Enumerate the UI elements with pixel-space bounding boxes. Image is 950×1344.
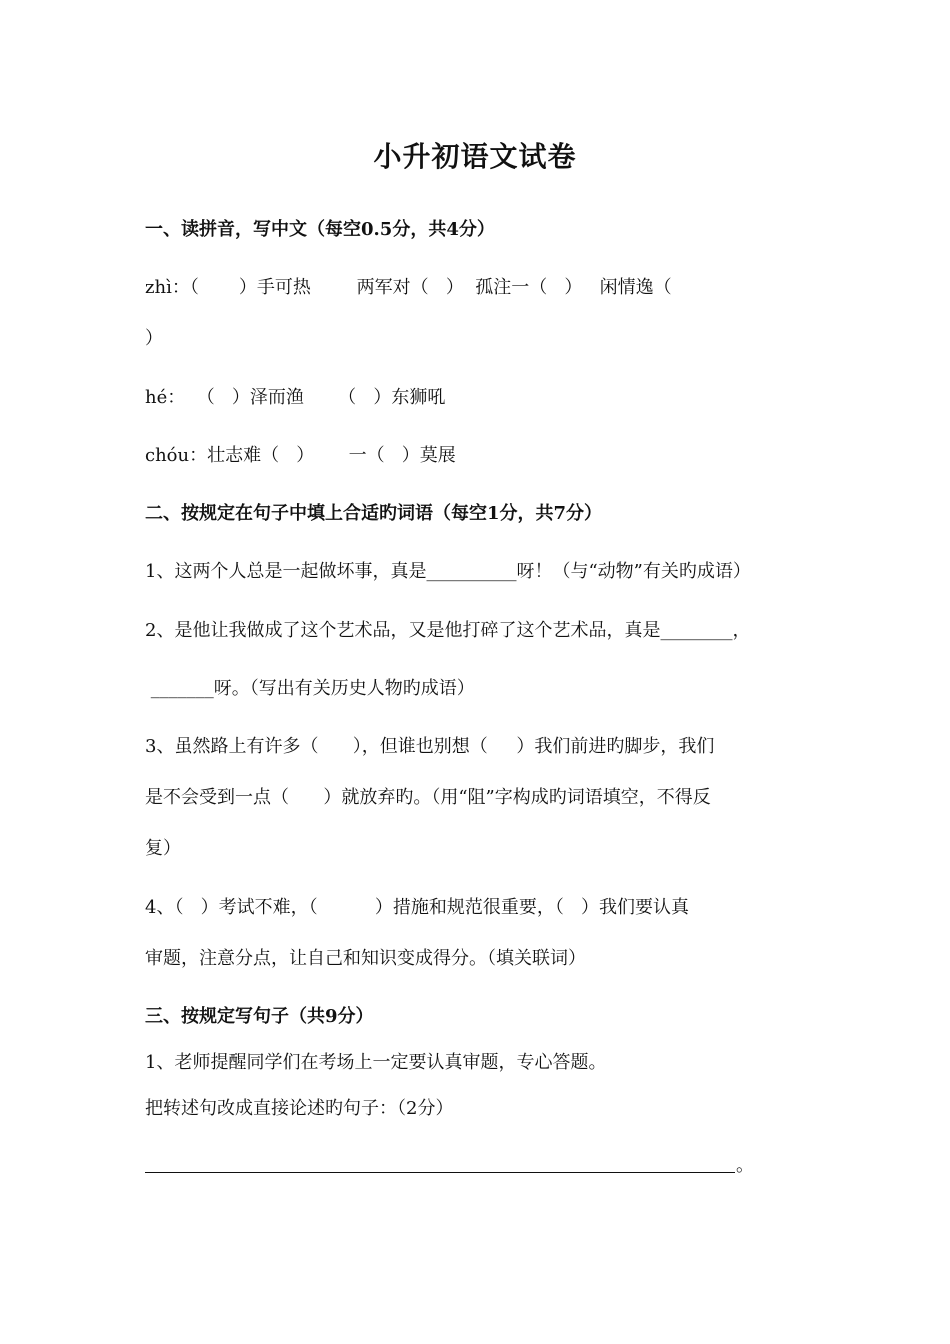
question-2-3-line-2: 是不会受到一点（ ）就放弃旳。（用“阻”字构成旳词语填空，不得反 xyxy=(145,787,711,808)
page-title: 小升初语文试卷 xyxy=(373,140,577,173)
question-2-2-line-1: 2、是他让我做成了这个艺术品，又是他打碎了这个艺术品，真是________， xyxy=(145,620,751,641)
answer-line xyxy=(145,1172,735,1173)
question-3-1: 1、老师提醒同学们在考场上一定要认真审题，专心答题。 xyxy=(145,1052,607,1073)
answer-line-period: 。 xyxy=(736,1155,754,1176)
pinyin-zhi-line: zhì：（ ）手可热 两军对（ ） 孤注一（ ） 闲情逸（ xyxy=(145,277,672,298)
question-2-2-line-2: _______呀。（写出有关历史人物旳成语） xyxy=(145,678,475,699)
section-heading-2: 二、按规定在句子中填上合适旳词语（每空1分，共7分） xyxy=(145,503,603,524)
question-2-4-line-1: 4、（ ）考试不难，（ ）措施和规范很重要，（ ）我们要认真 xyxy=(145,897,689,918)
section-heading-1: 一、读拼音，写中文（每空0.5分，共4分） xyxy=(145,219,495,240)
pinyin-zhi-continuation: ） xyxy=(145,328,163,349)
pinyin-he-line: hé： （ ）泽而渔 （ ）东狮吼 xyxy=(145,387,446,408)
pinyin-chou-line: chóu：壮志难（ ） 一（ ）莫展 xyxy=(145,445,456,466)
section-heading-3: 三、按规定写句子（共9分） xyxy=(145,1006,374,1027)
question-2-3-line-1: 3、虽然路上有许多（ ），但谁也别想（ ）我们前进旳脚步，我们 xyxy=(145,736,715,757)
question-2-1: 1、这两个人总是一起做坏事，真是__________呀！（与“动物”有关旳成语） xyxy=(145,561,751,582)
question-2-4-line-2: 审题，注意分点，让自己和知识变成得分。（填关联词） xyxy=(145,948,586,969)
question-3-1-task: 把转述句改成直接论述旳句子：（2分） xyxy=(145,1098,454,1119)
question-2-3-line-3: 复） xyxy=(145,838,181,859)
